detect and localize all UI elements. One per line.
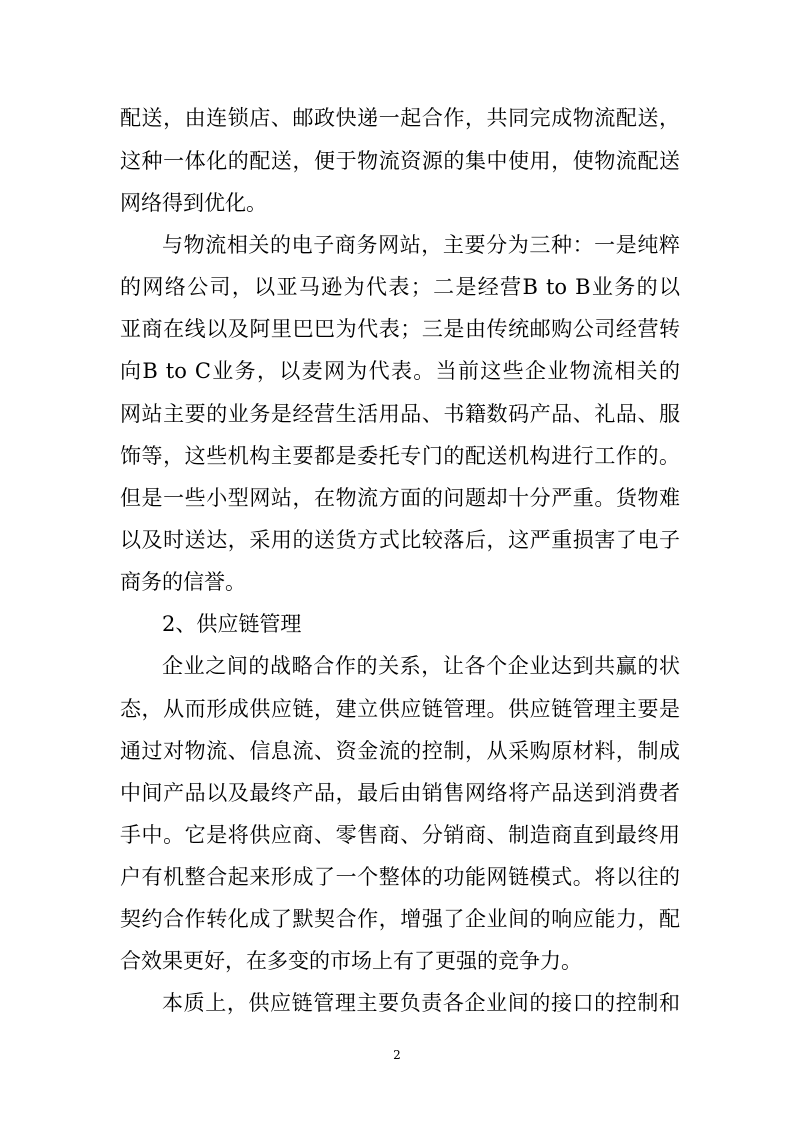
paragraph-line: 手中。它是将供应商、零售商、分销商、制造商直到最终用 (120, 823, 680, 847)
paragraph-line: 亚商在线以及阿里巴巴为代表；三是由传统邮购公司经营转 (120, 317, 680, 341)
paragraph-line: 合效果更好，在多变的市场上有了更强的竞争力。 (120, 949, 582, 973)
paragraph-line: 契约合作转化成了默契合作，增强了企业间的响应能力，配 (120, 907, 680, 931)
paragraph-line: 以及时送达，采用的送货方式比较落后，这严重损害了电子 (120, 528, 680, 552)
paragraph-line: 的网络公司，以亚马逊为代表；二是经营B to B业务的以 (120, 275, 680, 299)
section-heading: 2、供应链管理 (162, 612, 302, 636)
paragraph-line: 网络得到优化。 (120, 191, 267, 215)
paragraph-line: 户有机整合起来形成了一个整体的功能网链模式。将以往的 (120, 865, 680, 889)
paragraph-line: 企业之间的战略合作的关系，让各个企业达到共赢的状 (162, 654, 680, 678)
paragraph-line: 向B to C业务，以麦网为代表。当前这些企业物流相关的 (120, 359, 680, 383)
paragraph-line: 中间产品以及最终产品，最后由销售网络将产品送到消费者 (120, 781, 680, 805)
paragraph-line: 饰等，这些机构主要都是委托专门的配送机构进行工作的。 (120, 444, 680, 468)
paragraph-line: 通过对物流、信息流、资金流的控制，从采购原材料，制成 (120, 739, 680, 763)
paragraph-line: 这种一体化的配送，便于物流资源的集中使用，使物流配送 (120, 149, 680, 173)
paragraph-line: 本质上，供应链管理主要负责各企业间的接口的控制和 (162, 991, 680, 1015)
paragraph-line: 商务的信誉。 (120, 570, 246, 594)
paragraph-line: 与物流相关的电子商务网站，主要分为三种：一是纯粹 (162, 233, 680, 257)
paragraph-line: 态，从而形成供应链，建立供应链管理。供应链管理主要是 (120, 697, 680, 721)
paragraph-line: 但是一些小型网站，在物流方面的问题却十分严重。货物难 (120, 486, 680, 510)
paragraph-line: 网站主要的业务是经营生活用品、书籍数码产品、礼品、服 (120, 402, 680, 426)
page-number: 2 (393, 1048, 401, 1062)
paragraph-line: 配送，由连锁店、邮政快递一起合作，共同完成物流配送， (120, 106, 680, 130)
